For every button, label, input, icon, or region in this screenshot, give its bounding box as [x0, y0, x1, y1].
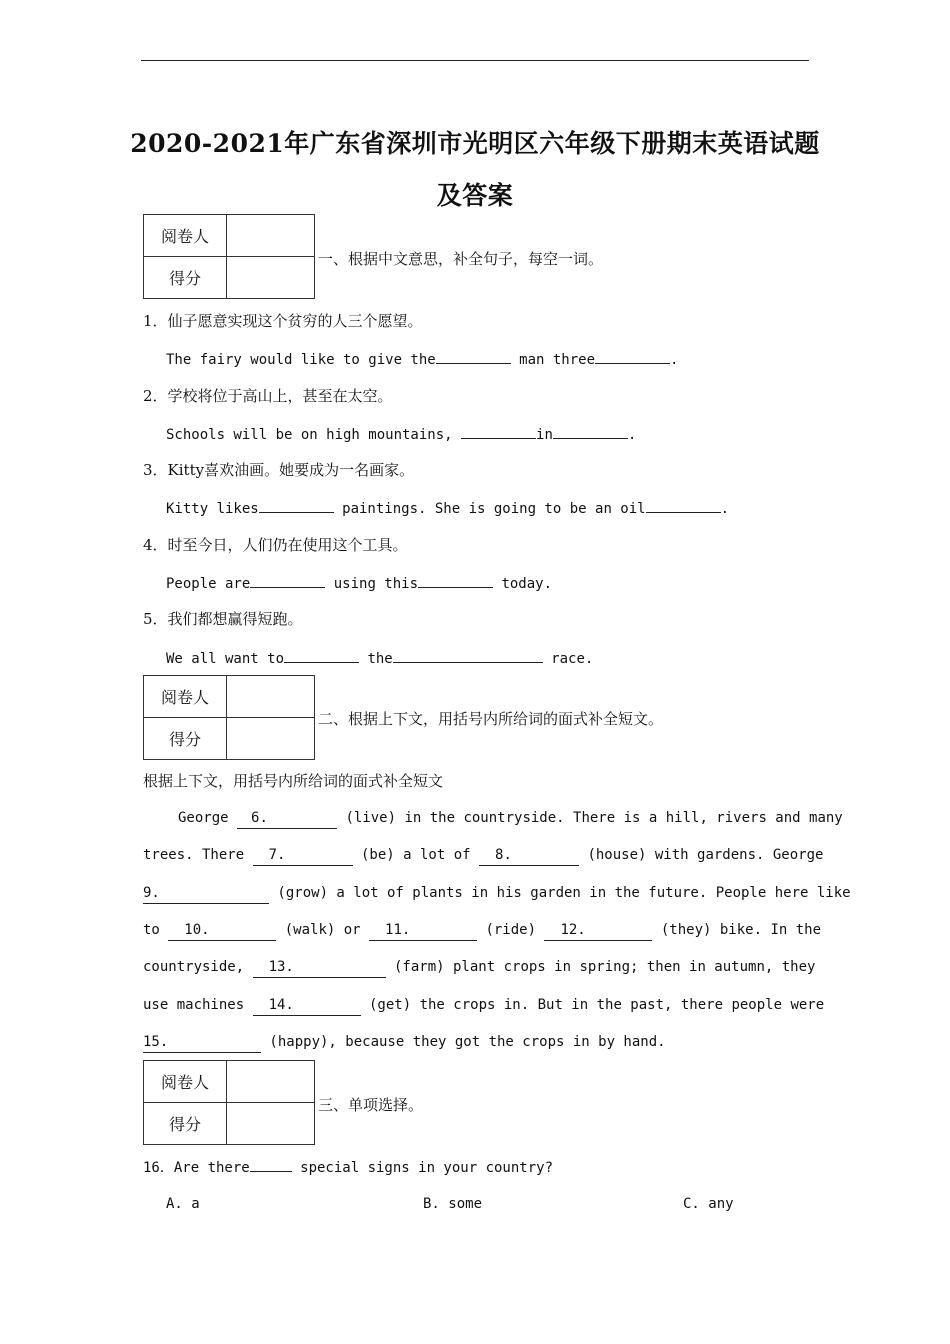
- q4-chinese: 4．时至今日，人们仍在使用这个工具。: [143, 536, 408, 554]
- score-table-1: [143, 214, 315, 299]
- score-label: 得分: [144, 257, 227, 299]
- reviewer-label: 阅卷人: [144, 215, 227, 257]
- q1-english: The fairy would like to give the man three .: [166, 348, 678, 370]
- passage-line-3: 9. (grow) a lot of plants in his garden in the future. People here like: [143, 883, 851, 904]
- reviewer-cell: [227, 676, 315, 718]
- section1-heading: 一、根据中文意思，补全句子，每空一词。: [318, 250, 604, 268]
- q2-chinese: 2．学校将位于高山上，甚至在太空。: [143, 387, 393, 405]
- blank-12[interactable]: 12.: [544, 920, 652, 941]
- reviewer-label: 阅卷人: [144, 676, 227, 718]
- score-label: 得分: [144, 1103, 227, 1145]
- answer-blank[interactable]: [250, 1156, 292, 1172]
- answer-blank[interactable]: [259, 497, 334, 513]
- q2-english: Schools will be on high mountains, in .: [166, 423, 636, 445]
- passage-line-5: countryside, 13. (farm) plant crops in spring; then in autumn, they: [143, 957, 815, 978]
- reviewer-cell: [227, 215, 315, 257]
- blank-13[interactable]: 13.: [253, 957, 386, 978]
- score-table-3: [143, 1060, 315, 1145]
- q1-chinese: 1．仙子愿意实现这个贫穷的人三个愿望。: [143, 312, 423, 330]
- section2-heading: 二、根据上下文，用括号内所给词的面式补全短文。: [318, 710, 664, 728]
- answer-blank[interactable]: [646, 497, 721, 513]
- score-table-2: [143, 675, 315, 760]
- reviewer-cell: [227, 1061, 315, 1103]
- answer-blank[interactable]: [284, 647, 359, 663]
- answer-blank[interactable]: [418, 572, 493, 588]
- page-title-line2: 及答案: [436, 181, 514, 210]
- q3-chinese: 3．Kitty喜欢油画。她要成为一名画家。: [143, 461, 415, 479]
- score-cell: [227, 1103, 315, 1145]
- answer-blank[interactable]: [461, 423, 536, 439]
- passage-line-7: 15. (happy), because they got the crops in by hand.: [143, 1032, 666, 1053]
- q3-english: Kitty likes paintings. She is going to be an oil .: [166, 497, 729, 519]
- page-title: 2020-2021年广东省深圳市光明区六年级下册期末英语试题: [130, 129, 820, 158]
- section3-heading: 三、单项选择。: [318, 1096, 424, 1114]
- passage-line-2: trees. There 7. (be) a lot of 8. (house) with gardens. George: [143, 845, 823, 866]
- q16-option-a[interactable]: A. a: [166, 1196, 200, 1212]
- q16-option-c[interactable]: C. any: [683, 1196, 734, 1212]
- answer-blank[interactable]: [595, 348, 670, 364]
- blank-8[interactable]: 8.: [479, 845, 579, 866]
- q5-chinese: 5．我们都想赢得短跑。: [143, 610, 303, 628]
- score-cell: [227, 718, 315, 760]
- passage-line-6: use machines 14. (get) the crops in. But in the past, there people were: [143, 995, 824, 1016]
- blank-10[interactable]: 10.: [168, 920, 276, 941]
- answer-blank[interactable]: [553, 423, 628, 439]
- q4-english: People are using this today.: [166, 572, 552, 594]
- blank-14[interactable]: 14.: [253, 995, 361, 1016]
- blank-11[interactable]: 11.: [369, 920, 477, 941]
- header-rule: [141, 60, 809, 61]
- blank-7[interactable]: 7.: [253, 845, 353, 866]
- answer-blank[interactable]: [393, 647, 543, 663]
- q16-stem: 16．Are there special signs in your country?: [143, 1156, 553, 1178]
- section2-intro: 根据上下文，用括号内所给词的面式补全短文: [143, 772, 444, 790]
- answer-blank[interactable]: [250, 572, 325, 588]
- q5-english: We all want to the race.: [166, 647, 593, 669]
- score-cell: [227, 257, 315, 299]
- answer-blank[interactable]: [436, 348, 511, 364]
- blank-9[interactable]: 9.: [143, 883, 269, 904]
- blank-6[interactable]: 6.: [237, 808, 337, 829]
- reviewer-label: 阅卷人: [144, 1061, 227, 1103]
- blank-15[interactable]: 15.: [143, 1032, 261, 1053]
- score-label: 得分: [144, 718, 227, 760]
- q16-option-b[interactable]: B. some: [423, 1196, 483, 1212]
- passage-line-1: George 6. (live) in the countryside. There is a hill, rivers and many: [178, 808, 843, 829]
- passage-line-4: to 10. (walk) or 11. (ride) 12. (they) bike. In the: [143, 920, 821, 941]
